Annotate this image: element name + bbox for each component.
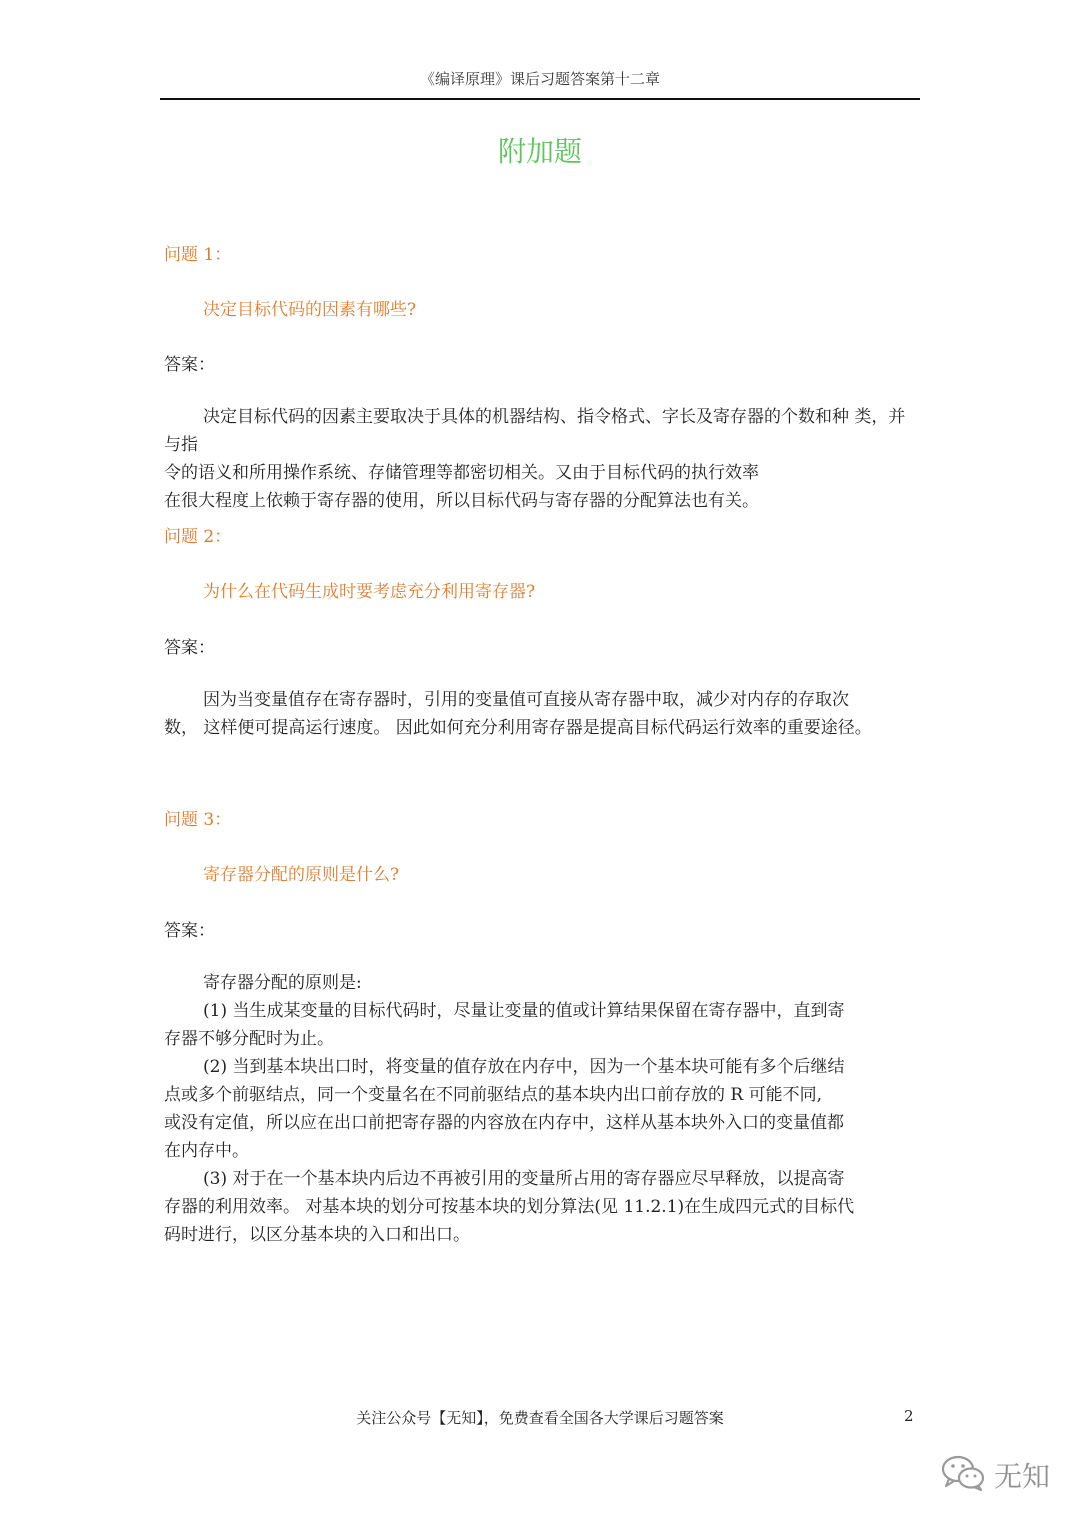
- wechat-icon: [940, 1453, 986, 1497]
- question-label: 问题 2：: [164, 527, 232, 547]
- answer-line: 点或多个前驱结点，同一个变量名在不同前驱结点的基本块内出口前存放的 R 可能不同,: [164, 1085, 823, 1105]
- answer-line: 在内存中。: [164, 1141, 249, 1161]
- answer-line: 存器的利用效率。 对基本块的划分可按基本块的划分算法(见 11.2.1)在生成四元式的目标代: [164, 1197, 855, 1217]
- answer-line: 或没有定值，所以应在出口前把寄存器的内容放在内存中，这样从基本块外入口的变量值都: [164, 1113, 844, 1133]
- answer-line: 在很大程度上依赖于寄存器的使用，所以目标代码与寄存器的分配算法也有关。: [164, 491, 759, 511]
- section-title: 附加题: [497, 135, 582, 168]
- header-rule: [160, 98, 920, 100]
- question-text: 决定目标代码的因素有哪些?: [203, 300, 417, 320]
- answer-line: (2) 当到基本块出口时，将变量的值存放在内存中，因为一个基本块可能有多个后继结: [203, 1057, 845, 1077]
- answer-line: 存器不够分配时为止。: [164, 1029, 334, 1049]
- answer-body: [164, 403, 909, 515]
- answer-line: 决定目标代码的因素主要取决于具体的机器结构、指令格式、字长及寄存器的个数和种 类，并与指: [164, 407, 906, 455]
- question-label: 问题 3：: [164, 810, 232, 830]
- answer-line: 数， 这样便可提高运行速度。 因此如何充分利用寄存器是提高目标代码运行效率的重要途径。: [164, 718, 872, 738]
- answer-line: 码时进行，以区分基本块的入口和出口。: [164, 1225, 470, 1245]
- question-text: 寄存器分配的原则是什么?: [203, 865, 400, 885]
- answer-body: [164, 969, 909, 1249]
- answer-line: 因为当变量值存在寄存器时，引用的变量值可直接从寄存器中取，减少对内存的存取次: [203, 690, 849, 710]
- answer-line: (1) 当生成某变量的目标代码时，尽量让变量的值或计算结果保留在寄存器中，直到寄: [203, 1001, 845, 1021]
- answer-label: 答案：: [164, 355, 215, 375]
- page-number: 2: [904, 1407, 914, 1425]
- answer-label: 答案：: [164, 638, 215, 658]
- answer-body: [164, 686, 909, 742]
- running-header: 《编译原理》课后习题答案第十二章: [419, 70, 660, 88]
- question-label: 问题 1：: [164, 245, 232, 265]
- answer-line: 令的语义和所用操作系统、存储管理等都密切相关。又由于目标代码的执行效率: [164, 463, 759, 483]
- answer-line: 寄存器分配的原则是:: [203, 973, 362, 993]
- question-text: 为什么在代码生成时要考虑充分利用寄存器?: [203, 582, 536, 602]
- answer-line: (3) 对于在一个基本块内后边不再被引用的变量所占用的寄存器应尽早释放，以提高寄: [203, 1169, 845, 1189]
- watermark: [940, 1452, 1050, 1498]
- watermark-text: 无知: [994, 1460, 1051, 1493]
- footer-note: 关注公众号【无知】，免费查看全国各大学课后习题答案: [356, 1409, 724, 1427]
- answer-label: 答案：: [164, 921, 215, 941]
